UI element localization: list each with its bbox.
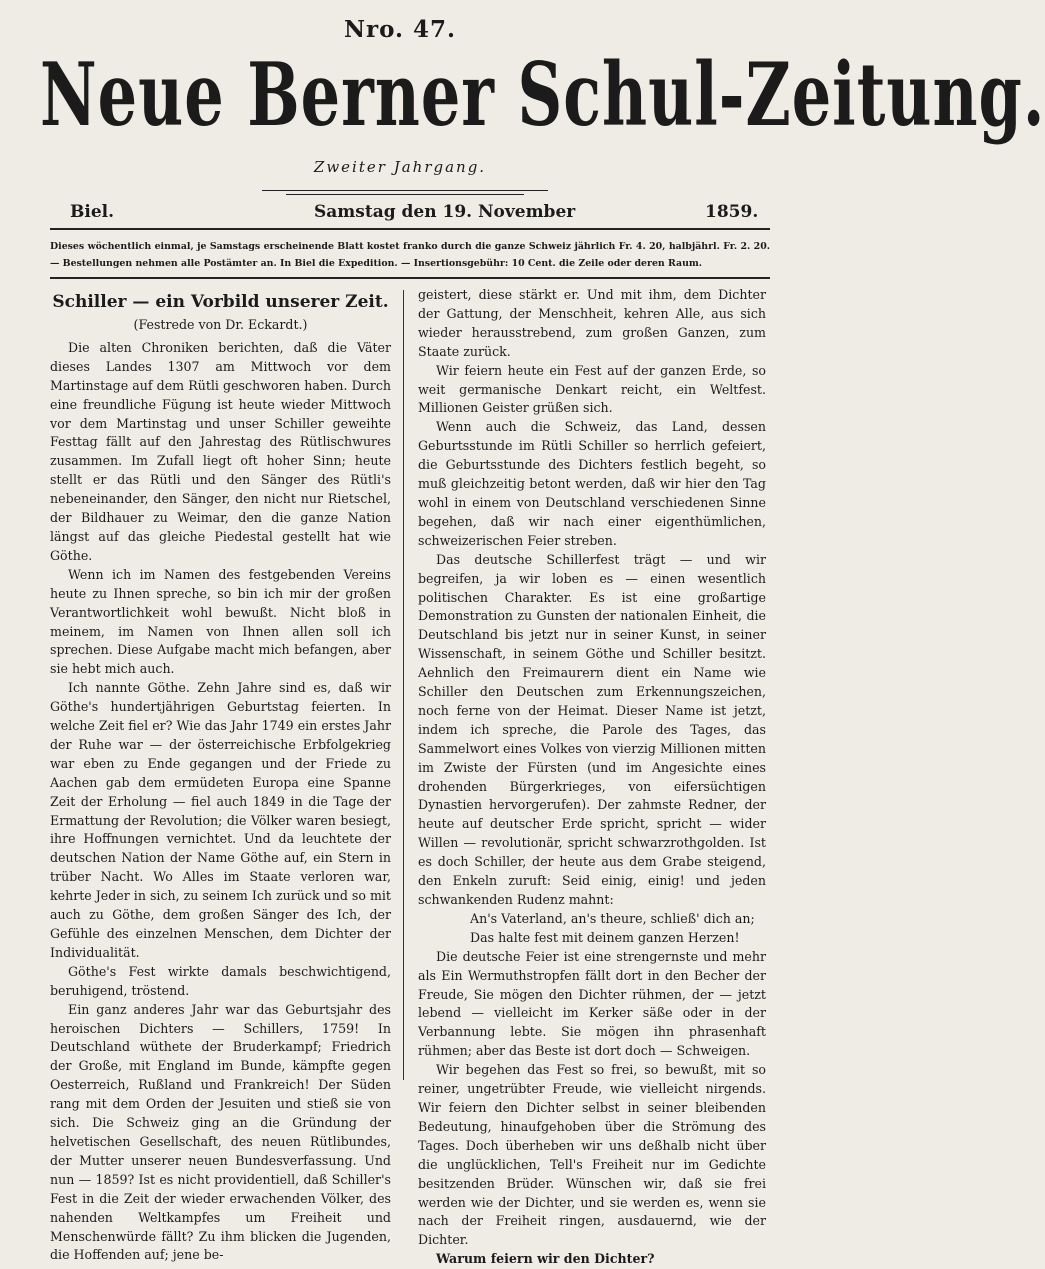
article-column-right <box>418 286 766 1269</box>
poem-line: Das halte fest mit deinem ganzen Herzen! <box>470 929 740 945</box>
paragraph: geistert, diese stärkt er. Und mit ihm, dem Dichter der Gattung, der Menschheit, kehren Alle, aus sich wieder herausstrebend, zum großen Ganzen, zum Staate zurück. <box>418 287 766 359</box>
article-title: Schiller — ein Vorbild unserer Zeit. <box>52 292 389 312</box>
paragraph: Wenn auch die Schweiz, das Land, dessen Geburtsstunde im Rütli Schiller so herrlich gefeiert, die Geburtsstunde des Dichters festlich begeht, so muß gleichzeitig betont werden, daß wir hier den Tag wohl in einem von Deutschland verschiedenen Sinne begehen, daß wir nach einer eigenthümlichen, schweizerischen Feier streben. <box>418 419 766 548</box>
masthead-title: Neue Berner Schul-Zeitung. <box>40 43 1045 146</box>
paragraph: Die deutsche Feier ist eine strengernste und mehr als Ein Wermuthstropfen fällt dort in den Becher der Freude, Sie mögen den Dichter rühmen, der — jetzt lebend — vielleicht im Kerker säße oder in der Verbannung lebte. Sie mögen ihn phrasenhaft rühmen; aber das Beste ist dort doch — Schweigen. <box>418 948 766 1059</box>
paragraph: Wir feiern heute ein Fest auf der ganzen Erde, so weit germanische Denkart reicht, ein Weltfest. Millionen Geister grüßen sich. <box>418 362 766 416</box>
masthead-rule-lower <box>286 194 524 195</box>
masthead-rule <box>262 190 548 191</box>
article-column-left <box>50 286 391 1265</box>
subscription-note: Dieses wöchentlich einmal, je Samstags erscheinende Blatt kostet franko durch die ganze Schweiz jährlich Fr. 4. 20, halbjährl. Fr. 2. 20. — Bestellungen nehmen alle Postämter an. In Biel die Expedition. — Insertionsgebühr: 10 Cent. die Zeile oder deren Raum. <box>50 241 770 269</box>
paragraph: Ich nannte Göthe. Zehn Jahre sind es, daß wir Göthe's hundertjährigen Geburtstag feierten. In welche Zeit fiel er? Wie das Jahr 1749 ein erstes Jahr der Ruhe war — der österreichische Erbfolgekrieg war eben zu Ende gegangen und der Friede zu Aachen gab dem ermüdeten Europa eine Spanne Zeit der Erholung — fiel auch 1849 in die Tage der Ermattung der Revolution; die Völker waren besiegt, ihre Hoffnungen vernichtet. Und da leuchtete der deutschen Nation der Name Göthe auf, ein Stern in trüber Nacht. Wo Alles im Staate verloren war, kehrte Jeder in sich, zu seinem Ich zurück und so mit auch zu Göthe, dem großen Sänger des Ich, der Gefühle des einzelnen Menschen, dem Dichter der Individualität. <box>50 680 391 960</box>
dateline <box>70 202 760 226</box>
article-subtitle: (Festrede von Dr. Eckardt.) <box>133 317 308 332</box>
paragraph: Die alten Chroniken berichten, daß die Väter dieses Landes 1307 am Mittwoch vor dem Martinstage auf dem Rütli geschworen haben. Durch eine freundliche Fügung ist heute wieder Mittwoch vor dem Martinstag und unser Schiller geweihte Festtag fällt auf den Jahrestag des Rütlischwures zusammen. Im Zufall liegt oft hoher Sinn; heute stellt er das Rütli und den Sänger des Rütli's nebeneinander, den Sänger, den nicht nur Rietschel, der Bildhauer zu Weimar, den die ganze Nation längst auf das gleiche Piedestal gestellt hat wie Göthe. <box>50 339 391 563</box>
column-divider <box>403 290 404 1080</box>
header-rule-bottom <box>50 277 770 279</box>
poem-line: An's Vaterland, an's theure, schließ' dich an; <box>470 910 755 926</box>
paragraph: Wir begehen das Fest so frei, so bewußt, mit so reiner, ungetrübter Freude, wie vielleicht nirgends. Wir feiern den Dichter selbst in seiner bleibenden Bedeutung, hinaufgehoben über die Strömung des Tages. Doch überheben wir uns deßhalb nicht über die unglücklichen, Tell's Freiheit nur im Gedichte besitzenden Brüder. Wünschen wir, daß sie frei werden wie der Dichter, und sie werden es, wenn sie nach der Freiheit ringen, ausdauernd, wie der Dichter. <box>418 1062 766 1248</box>
paragraph: Wenn ich im Namen des festgebenden Vereins heute zu Ihnen spreche, so bin ich mir der großen Verantwortlichkeit wohl bewußt. Nicht bloß in meinem, im Namen von Ihnen allen soll ich sprechen. Diese Aufgabe macht mich befangen, aber sie hebt mich auch. <box>50 566 391 677</box>
paragraph: Göthe's Fest wirkte damals beschwichtigend, beruhigend, tröstend. <box>50 963 391 998</box>
date-label: Samstag den 19. November <box>314 202 576 222</box>
paragraph: Das deutsche Schillerfest trägt — und wir begreifen, ja wir loben es — einen wesentlich politischen Charakter. Es ist eine großartige Demonstration zu Gunsten der nationalen Einheit, die Deutschland bis jetzt nur in seiner Kunst, in seiner Wissenschaft, in seinem Göthe und Schiller besitzt. Aehnlich den Freimaurern dient ein Name wie Schiller den Deutschen zum Erkennungszeichen, noch ferne von der Heimat. Dieser Name ist jetzt, indem ich spreche, die Parole des Tages, das Sammelwort eines Volkes von vierzig Millionen mitten im Zwiste der Fürsten (und im Angesichte eines drohenden Bürgerkrieges, von eifersüchtigen Dynastien hervorgerufen). Der zahmste Redner, der heute auf deutscher Erde spricht, spricht — wider Willen — revolutionär, spricht schwarzrothgolden. Ist es doch Schiller, der heute aus dem Grabe steigend, den Enkeln zuruft: Seid einig, einig! und jeden schwankenden Rudenz mahnt: <box>418 551 766 907</box>
paragraph: Ein ganz anderes Jahr war das Geburtsjahr des heroischen Dichters — Schillers, 1759! In Deutschland wüthete der Bruderkampf; Friedrich der Große, mit England im Bunde, kämpfte gegen Oesterreich, Rußland und Frankreich! Der Süden rang mit dem Orden der Jesuiten und stieß sie von sich. Die Schweiz ging an die Gründung der helvetischen Gesellschaft, des neuen Rütlibundes, der Mutter unserer neuen Bundesverfassung. Und nun — 1859? Ist es nicht providentiell, daß Schiller's Fest in die Zeit der wieder erwachenden Völker, des nahenden Weltkampfes um Freiheit und Menschenwürde fällt? Zu ihm blicken die Jugenden, die Hoffenden auf; jene be- <box>50 1001 391 1263</box>
year-label: 1859. <box>705 202 759 222</box>
issue-number: Nro. 47. <box>343 16 457 43</box>
place-label: Biel. <box>70 202 115 222</box>
closing-question: Warum feiern wir den Dichter? <box>436 1251 655 1267</box>
poem-quote <box>418 910 766 948</box>
dateline-rule-top <box>50 228 770 230</box>
edition-line: Zweiter Jahrgang. <box>313 158 487 176</box>
